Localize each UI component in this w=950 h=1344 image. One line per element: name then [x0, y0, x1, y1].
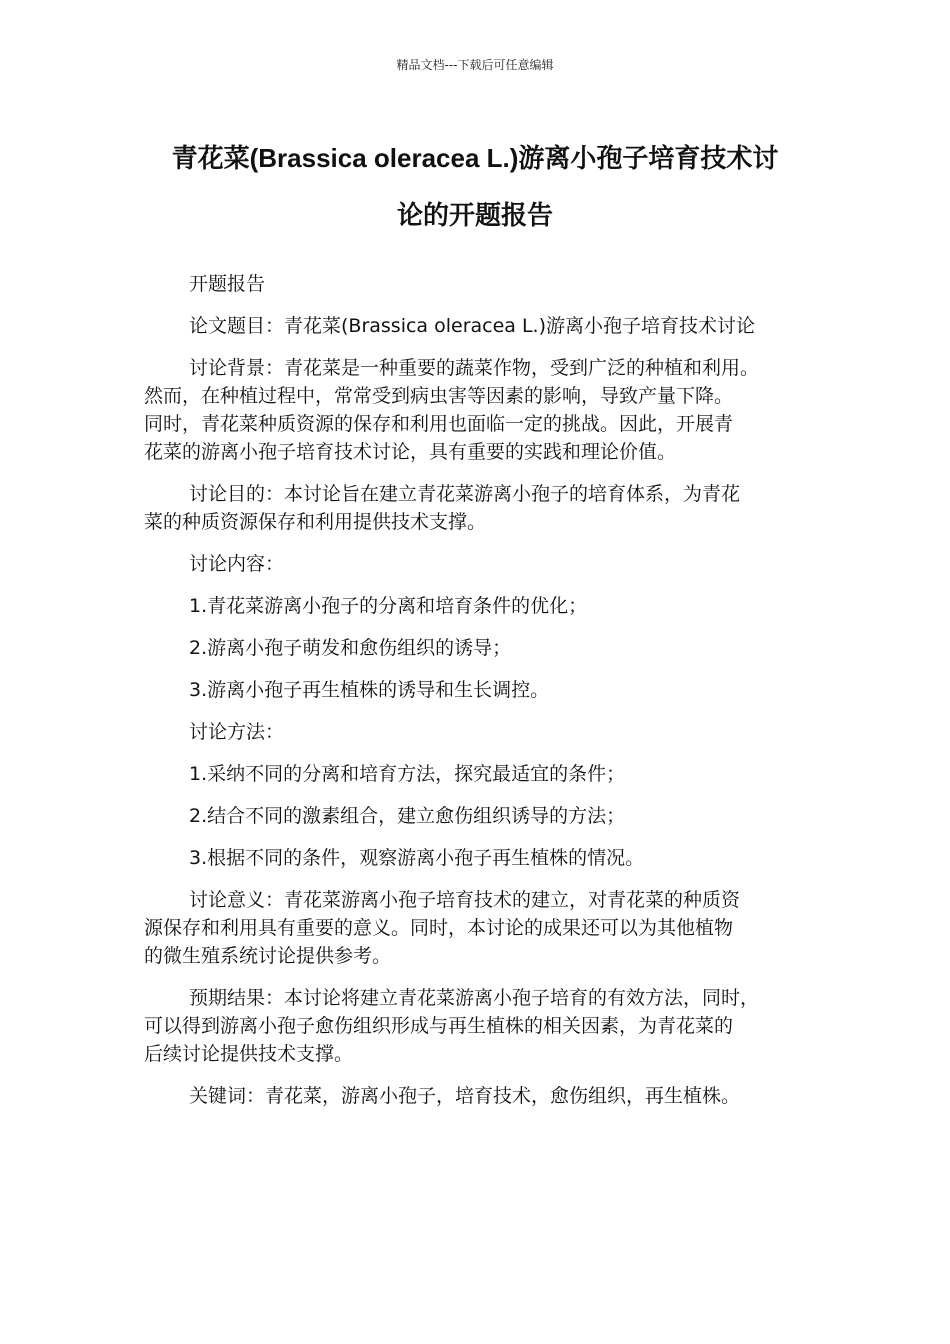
list-item-content-1: 1.青花菜游离小孢子的分离和培育条件的优化； [189, 595, 588, 617]
list-item-method-2: 2.结合不同的激素组合，建立愈伤组织诱导的方法； [189, 805, 626, 827]
paragraph-thesis-title: 论文题目：青花菜(Brassica oleracea L.)游离小孢子培育技术讨论 [189, 315, 756, 337]
paragraph-expected-results [144, 984, 808, 1068]
list-item-content-2: 2.游离小孢子萌发和愈伤组织的诱导； [189, 637, 512, 659]
paragraph-line: 预期结果：本讨论将建立青花菜游离小孢子培育的有效方法，同时， [189, 987, 760, 1009]
paragraph-line: 菜的种质资源保存和利用提供技术支撑。 [144, 511, 487, 533]
title-line-2: 论的开题报告 [396, 200, 553, 230]
paragraph-line: 花菜的游离小孢子培育技术讨论，具有重要的实践和理论价值。 [144, 441, 677, 463]
paragraph-line: 源保存和利用具有重要的意义。同时，本讨论的成果还可以为其他植物 [144, 917, 734, 939]
paragraph-line: 讨论目的：本讨论旨在建立青花菜游离小孢子的培育体系，为青花 [189, 483, 741, 505]
paragraph-line: 讨论意义：青花菜游离小孢子培育技术的建立，对青花菜的种质资 [189, 889, 741, 911]
list-item-method-1: 1.采纳不同的分离和培育方法，探究最适宜的条件； [189, 763, 626, 785]
paragraph-content-label: 讨论内容： [189, 553, 285, 575]
paragraph-method-label: 讨论方法： [189, 721, 285, 743]
paragraph-line: 的微生殖系统讨论提供参考。 [144, 945, 392, 967]
paragraph-line: 讨论背景：青花菜是一种重要的蔬菜作物，受到广泛的种植和利用。 [189, 357, 760, 379]
list-item-method-3: 3.根据不同的条件，观察游离小孢子再生植株的情况。 [189, 847, 645, 869]
page-header: 精品文档---下载后可任意编辑 [396, 58, 554, 72]
document-title [140, 130, 810, 244]
document-body [144, 270, 808, 1124]
paragraph-line: 可以得到游离小孢子愈伤组织形成与再生植株的相关因素，为青花菜的 [144, 1015, 734, 1037]
title-line-1: 青花菜(Brassica oleracea L.)游离小孢子培育技术讨 [171, 143, 779, 173]
list-item-content-3: 3.游离小孢子再生植株的诱导和生长调控。 [189, 679, 550, 701]
paragraph-background [144, 354, 808, 466]
paragraph-purpose [144, 480, 808, 536]
paragraph-kaiti-label: 开题报告 [189, 273, 266, 295]
paragraph-line: 然而，在种植过程中，常常受到病虫害等因素的影响，导致产量下降。 [144, 385, 734, 407]
paragraph-keywords: 关键词：青花菜，游离小孢子，培育技术，愈伤组织，再生植株。 [189, 1085, 741, 1107]
paragraph-line: 后续讨论提供技术支撑。 [144, 1043, 354, 1065]
paragraph-significance [144, 886, 808, 970]
paragraph-line: 同时，青花菜种质资源的保存和利用也面临一定的挑战。因此，开展青 [144, 413, 734, 435]
